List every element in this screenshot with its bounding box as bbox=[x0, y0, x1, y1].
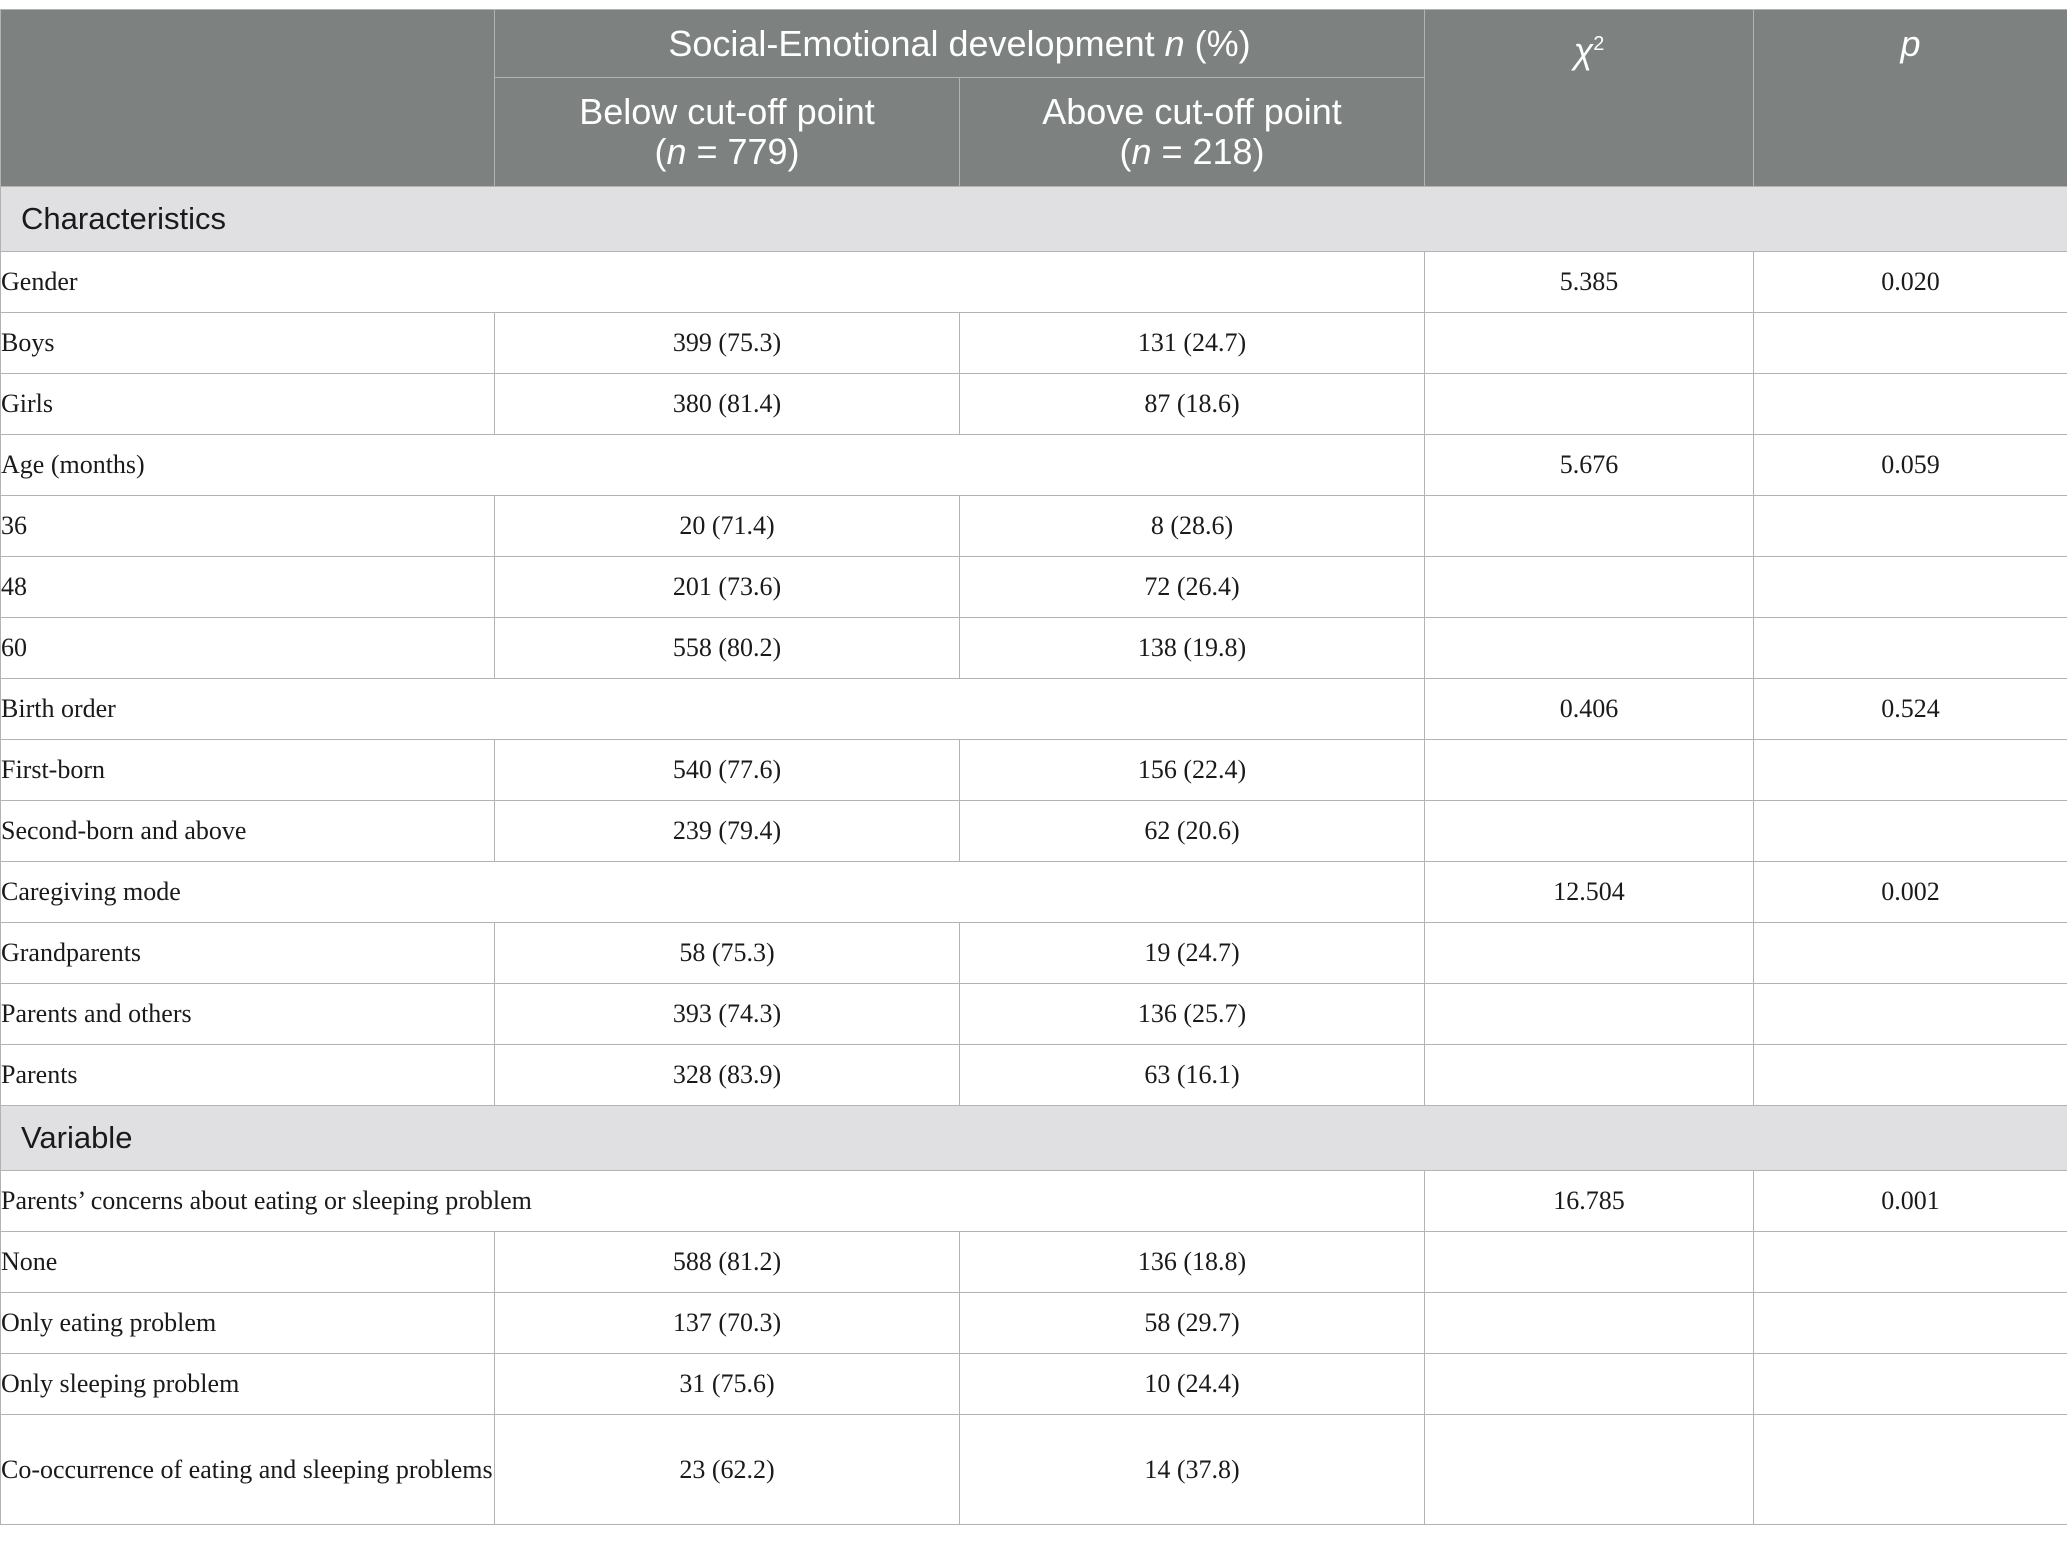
above-cutoff-cell: 72 (26.4) bbox=[960, 557, 1425, 618]
below-cutoff-label: Below cut-off point bbox=[579, 91, 875, 132]
below-cutoff-cell: 239 (79.4) bbox=[495, 801, 960, 862]
row-label: Co-occurrence of eating and sleeping problems bbox=[1, 1415, 495, 1525]
table-body bbox=[1, 187, 2067, 1525]
p-value-empty-cell bbox=[1754, 740, 2067, 801]
group-label: Parents’ concerns about eating or sleeping problem bbox=[1, 1171, 1425, 1232]
chi-square-value: 16.785 bbox=[1425, 1171, 1754, 1232]
chi-square-empty-cell bbox=[1425, 496, 1754, 557]
group-header-suffix: (%) bbox=[1184, 22, 1251, 64]
below-cutoff-cell: 393 (74.3) bbox=[495, 984, 960, 1045]
p-value-empty-cell bbox=[1754, 374, 2067, 435]
table-row bbox=[1, 740, 2067, 801]
chi-square-value: 5.385 bbox=[1425, 252, 1754, 313]
below-cutoff-cell: 328 (83.9) bbox=[495, 1045, 960, 1106]
above-cutoff-cell: 62 (20.6) bbox=[960, 801, 1425, 862]
group-row bbox=[1, 862, 2067, 923]
table-row bbox=[1, 557, 2067, 618]
chi-square-empty-cell bbox=[1425, 1232, 1754, 1293]
chi-square-superscript: 2 bbox=[1593, 33, 1605, 55]
group-row bbox=[1, 435, 2067, 496]
table-row bbox=[1, 374, 2067, 435]
row-label: 60 bbox=[1, 618, 495, 679]
chi-square-value: 5.676 bbox=[1425, 435, 1754, 496]
below-paren: ( bbox=[654, 131, 667, 172]
chi-square-empty-cell bbox=[1425, 801, 1754, 862]
p-value-empty-cell bbox=[1754, 1415, 2067, 1525]
group-label: Caregiving mode bbox=[1, 862, 1425, 923]
chi-square-symbol: χ bbox=[1573, 30, 1594, 71]
row-label: Only sleeping problem bbox=[1, 1354, 495, 1415]
row-label: Parents and others bbox=[1, 984, 495, 1045]
row-label: Parents bbox=[1, 1045, 495, 1106]
chi-square-empty-cell bbox=[1425, 923, 1754, 984]
group-label: Birth order bbox=[1, 679, 1425, 740]
above-cutoff-cell: 8 (28.6) bbox=[960, 496, 1425, 557]
above-cutoff-cell: 87 (18.6) bbox=[960, 374, 1425, 435]
row-label: 36 bbox=[1, 496, 495, 557]
row-label: None bbox=[1, 1232, 495, 1293]
p-value: 0.524 bbox=[1754, 679, 2067, 740]
table-row bbox=[1, 923, 2067, 984]
table-row bbox=[1, 1293, 2067, 1354]
table-row bbox=[1, 984, 2067, 1045]
above-cutoff-header bbox=[960, 78, 1425, 187]
chi-square-empty-cell bbox=[1425, 618, 1754, 679]
group-label: Age (months) bbox=[1, 435, 1425, 496]
above-cutoff-cell: 138 (19.8) bbox=[960, 618, 1425, 679]
chi-square-empty-cell bbox=[1425, 1045, 1754, 1106]
group-row bbox=[1, 252, 2067, 313]
section-row bbox=[1, 187, 2067, 252]
above-n-symbol: n bbox=[1131, 131, 1152, 172]
below-cutoff-cell: 399 (75.3) bbox=[495, 313, 960, 374]
above-cutoff-cell: 63 (16.1) bbox=[960, 1045, 1425, 1106]
below-cutoff-cell: 588 (81.2) bbox=[495, 1232, 960, 1293]
below-cutoff-cell: 31 (75.6) bbox=[495, 1354, 960, 1415]
section-title: Variable bbox=[1, 1106, 2067, 1171]
above-cutoff-cell: 14 (37.8) bbox=[960, 1415, 1425, 1525]
chi-square-value: 0.406 bbox=[1425, 679, 1754, 740]
above-n-value: = 218) bbox=[1151, 131, 1265, 172]
below-n-symbol: n bbox=[666, 131, 687, 172]
below-cutoff-header bbox=[495, 78, 960, 187]
results-table bbox=[0, 9, 2067, 1525]
p-symbol: p bbox=[1900, 23, 1921, 64]
below-cutoff-cell: 58 (75.3) bbox=[495, 923, 960, 984]
table-row bbox=[1, 618, 2067, 679]
row-label: Second-born and above bbox=[1, 801, 495, 862]
table-row bbox=[1, 496, 2067, 557]
chi-square-empty-cell bbox=[1425, 374, 1754, 435]
below-n-value: = 779) bbox=[686, 131, 800, 172]
p-value-empty-cell bbox=[1754, 496, 2067, 557]
p-value-empty-cell bbox=[1754, 923, 2067, 984]
group-row bbox=[1, 679, 2067, 740]
chi-square-empty-cell bbox=[1425, 740, 1754, 801]
chi-square-empty-cell bbox=[1425, 984, 1754, 1045]
below-cutoff-cell: 23 (62.2) bbox=[495, 1415, 960, 1525]
row-label: Boys bbox=[1, 313, 495, 374]
group-header bbox=[495, 10, 1425, 78]
table-row bbox=[1, 313, 2067, 374]
p-value: 0.001 bbox=[1754, 1171, 2067, 1232]
above-cutoff-cell: 136 (25.7) bbox=[960, 984, 1425, 1045]
p-value-empty-cell bbox=[1754, 313, 2067, 374]
p-value: 0.059 bbox=[1754, 435, 2067, 496]
table-row bbox=[1, 1415, 2067, 1525]
p-value-empty-cell bbox=[1754, 1232, 2067, 1293]
section-title: Characteristics bbox=[1, 187, 2067, 252]
row-label: Grandparents bbox=[1, 923, 495, 984]
row-label: Girls bbox=[1, 374, 495, 435]
group-header-n: n bbox=[1164, 22, 1185, 64]
chi-square-value: 12.504 bbox=[1425, 862, 1754, 923]
section-row bbox=[1, 1106, 2067, 1171]
above-cutoff-cell: 19 (24.7) bbox=[960, 923, 1425, 984]
header-empty-cell bbox=[1, 10, 495, 187]
group-row bbox=[1, 1171, 2067, 1232]
p-value: 0.002 bbox=[1754, 862, 2067, 923]
chi-square-header bbox=[1425, 10, 1754, 187]
above-cutoff-label: Above cut-off point bbox=[1042, 91, 1342, 132]
above-cutoff-cell: 136 (18.8) bbox=[960, 1232, 1425, 1293]
below-cutoff-cell: 380 (81.4) bbox=[495, 374, 960, 435]
table-row bbox=[1, 1232, 2067, 1293]
p-value-header bbox=[1754, 10, 2067, 187]
table-row bbox=[1, 1045, 2067, 1106]
group-header-text: Social-Emotional development bbox=[668, 22, 1165, 64]
chi-square-empty-cell bbox=[1425, 1415, 1754, 1525]
below-cutoff-cell: 137 (70.3) bbox=[495, 1293, 960, 1354]
table-header bbox=[1, 10, 2067, 187]
chi-square-empty-cell bbox=[1425, 1293, 1754, 1354]
below-cutoff-cell: 558 (80.2) bbox=[495, 618, 960, 679]
chi-square-empty-cell bbox=[1425, 313, 1754, 374]
table-row bbox=[1, 1354, 2067, 1415]
p-value-empty-cell bbox=[1754, 1045, 2067, 1106]
above-cutoff-cell: 156 (22.4) bbox=[960, 740, 1425, 801]
chi-square-empty-cell bbox=[1425, 557, 1754, 618]
p-value-empty-cell bbox=[1754, 618, 2067, 679]
below-cutoff-cell: 540 (77.6) bbox=[495, 740, 960, 801]
p-value-empty-cell bbox=[1754, 1354, 2067, 1415]
p-value: 0.020 bbox=[1754, 252, 2067, 313]
row-label: Only eating problem bbox=[1, 1293, 495, 1354]
above-paren: ( bbox=[1119, 131, 1132, 172]
chi-square-empty-cell bbox=[1425, 1354, 1754, 1415]
above-cutoff-cell: 10 (24.4) bbox=[960, 1354, 1425, 1415]
group-label: Gender bbox=[1, 252, 1425, 313]
below-cutoff-cell: 20 (71.4) bbox=[495, 496, 960, 557]
row-label: 48 bbox=[1, 557, 495, 618]
p-value-empty-cell bbox=[1754, 984, 2067, 1045]
below-cutoff-cell: 201 (73.6) bbox=[495, 557, 960, 618]
p-value-empty-cell bbox=[1754, 557, 2067, 618]
above-cutoff-cell: 131 (24.7) bbox=[960, 313, 1425, 374]
p-value-empty-cell bbox=[1754, 1293, 2067, 1354]
above-cutoff-cell: 58 (29.7) bbox=[960, 1293, 1425, 1354]
row-label: First-born bbox=[1, 740, 495, 801]
table-row bbox=[1, 801, 2067, 862]
p-value-empty-cell bbox=[1754, 801, 2067, 862]
